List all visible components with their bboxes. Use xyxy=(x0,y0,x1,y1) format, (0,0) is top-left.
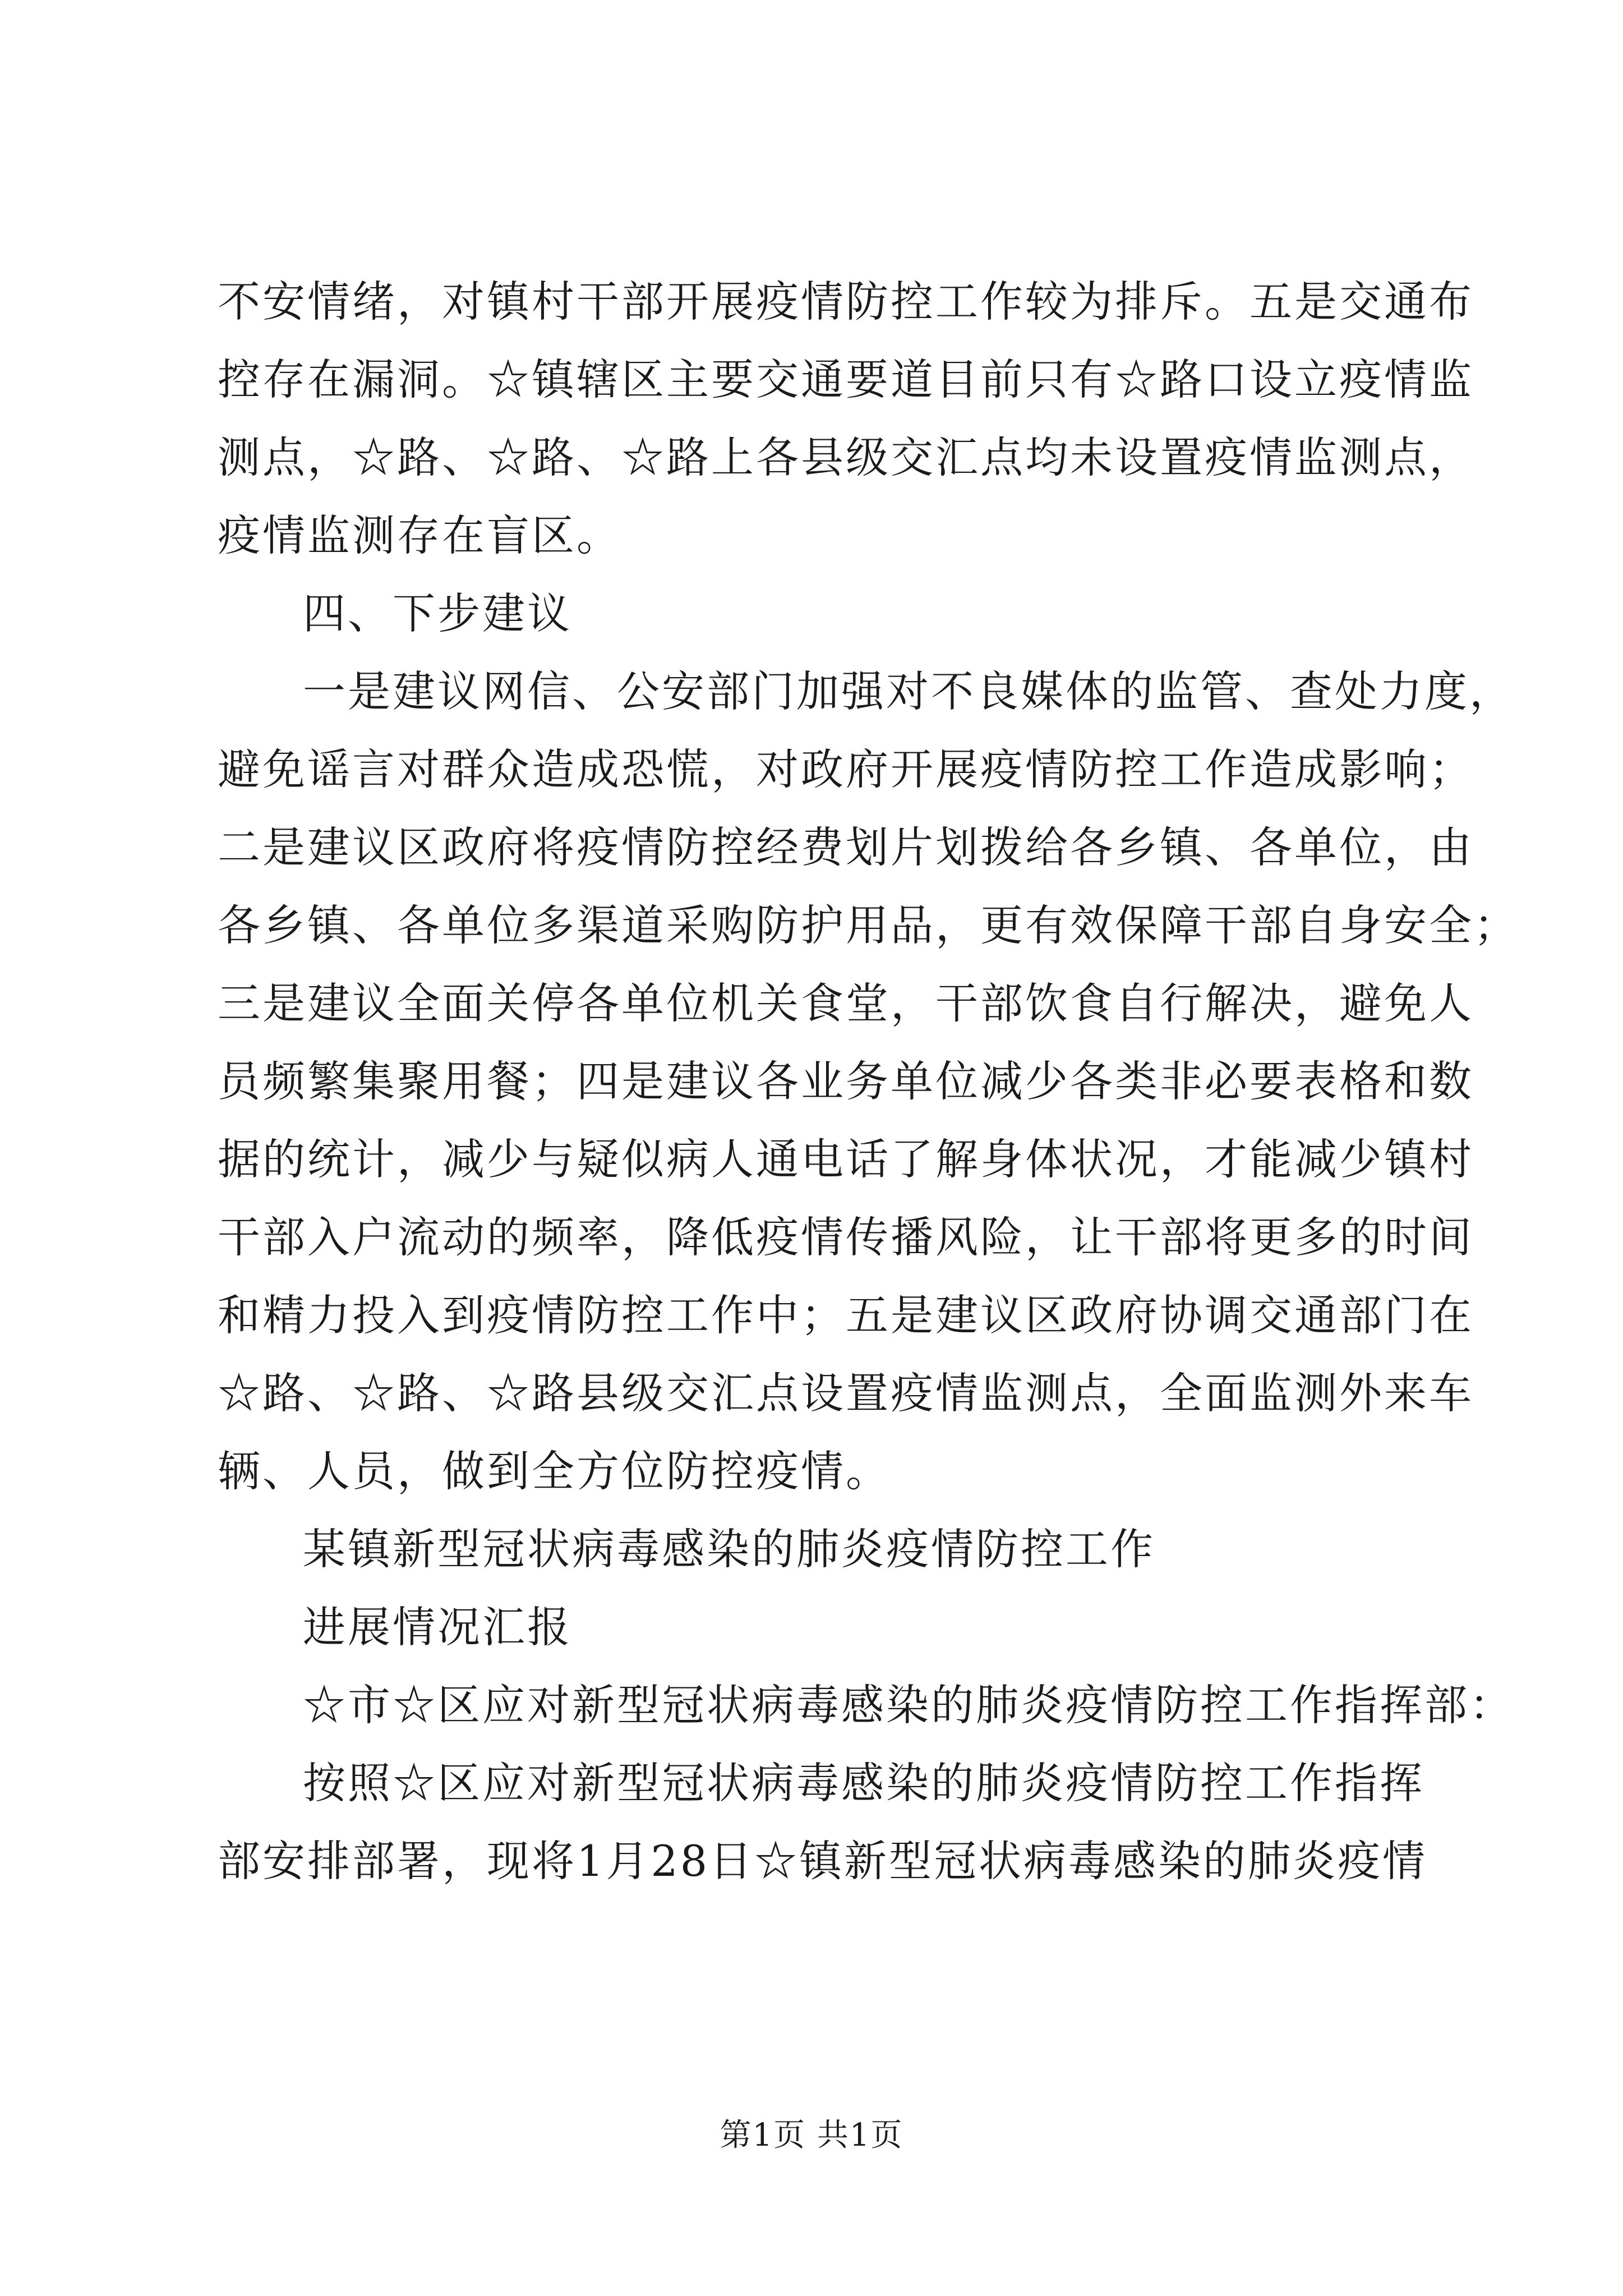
body-line: 避免谣言对群众造成恐慌，对政府开展疫情防控工作造成影响； xyxy=(218,744,1474,794)
body-line: ☆路、☆路、☆路县级交汇点设置疫情监测点，全面监测外来车 xyxy=(218,1368,1474,1418)
body-line: 和精力投入到疫情防控工作中；五是建议区政府协调交通部门在 xyxy=(218,1290,1474,1340)
body-line: 员频繁集聚用餐；四是建议各业务单位减少各类非必要表格和数 xyxy=(218,1056,1474,1106)
body-line: 干部入户流动的频率，降低疫情传播风险，让干部将更多的时间 xyxy=(218,1212,1474,1262)
document-body xyxy=(218,263,1519,1900)
body-line: 各乡镇、各单位多渠道采购防护用品，更有效保障干部自身安全； xyxy=(218,900,1519,950)
page-number: 第1页 共1页 xyxy=(720,2117,903,2154)
section-heading: 四、下步建议 xyxy=(303,588,572,638)
body-line: 疫情监测存在盲区。 xyxy=(218,510,621,560)
body-line: 辆、人员，做到全方位防控疫情。 xyxy=(218,1446,891,1496)
body-line: 二是建议区政府将疫情防控经费划片划拨给各乡镇、各单位，由 xyxy=(218,822,1474,872)
body-line: 部安排部署，现将1月28日☆镇新型冠状病毒感染的肺炎疫情 xyxy=(218,1836,1428,1886)
body-line: 三是建议全面关停各单位机关食堂，干部饮食自行解决，避免人 xyxy=(218,978,1474,1028)
report-title-line-2: 进展情况汇报 xyxy=(303,1602,572,1652)
body-line: 按照☆区应对新型冠状病毒感染的肺炎疫情防控工作指挥 xyxy=(303,1758,1424,1808)
body-line: 控存在漏洞。☆镇辖区主要交通要道目前只有☆路口设立疫情监 xyxy=(218,355,1474,404)
body-line: 测点，☆路、☆路、☆路上各县级交汇点均未设置疫情监测点， xyxy=(218,432,1474,482)
addressee: ☆市☆区应对新型冠状病毒感染的肺炎疫情防控工作指挥部： xyxy=(303,1680,1514,1730)
report-title-line-1: 某镇新型冠状病毒感染的肺炎疫情防控工作 xyxy=(303,1524,1155,1574)
body-line: 据的统计，减少与疑似病人通电话了解身体状况，才能减少镇村 xyxy=(218,1134,1474,1184)
body-line: 不安情绪，对镇村干部开展疫情防控工作较为排斥。五是交通布 xyxy=(218,277,1474,326)
body-line: 一是建议网信、公安部门加强对不良媒体的监管、查处力度， xyxy=(303,666,1514,716)
